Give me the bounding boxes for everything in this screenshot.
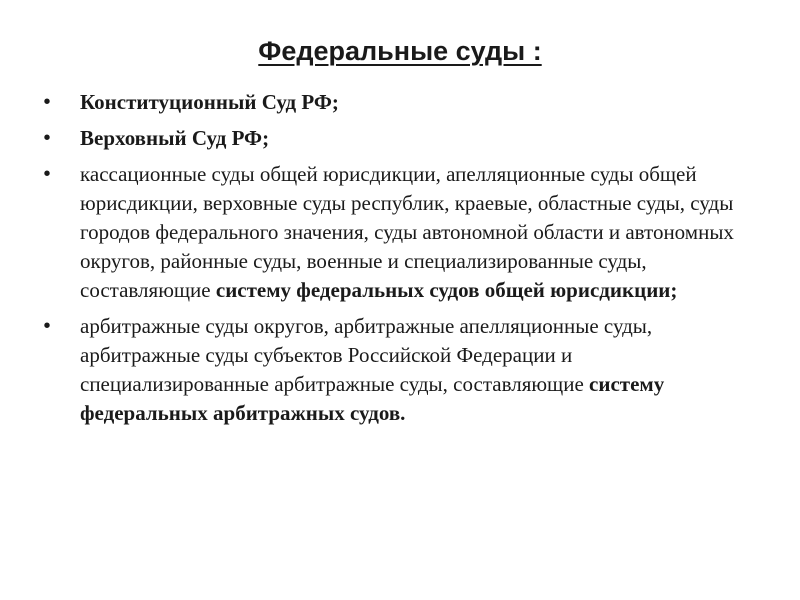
list-item-emphasis: систему федеральных арбитражных судов. <box>80 372 665 425</box>
bullet-icon: • <box>43 163 51 185</box>
list-item-general-jurisdiction-courts <box>36 160 766 305</box>
bullet-list <box>36 88 766 435</box>
list-item-supreme-court <box>36 124 766 153</box>
list-item-text: арбитражные суды округов, арбитражные апелляционные суды, арбитражные суды субъектов Российской Федерации и специализированные арбитражные суды, составляющие <box>80 314 653 396</box>
list-item-text: Верховный Суд РФ; <box>80 126 270 150</box>
list-item-emphasis: систему федеральных судов общей юрисдикции; <box>215 278 678 302</box>
list-item-arbitration-courts <box>36 312 766 428</box>
bullet-icon: • <box>43 315 51 337</box>
list-item-text: Конституционный Суд РФ; <box>80 90 339 114</box>
bullet-icon: • <box>43 127 51 149</box>
bullet-icon: • <box>43 91 51 113</box>
list-item-text: кассационные суды общей юрисдикции, апелляционные суды общей юрисдикции, верховные суды республик, краевые, областные суды, суды городов федерального значения, суды автономной области и автономных округов, районные суды, военные и специализированные суды, составляющие <box>80 162 734 302</box>
slide-title: Федеральные суды : <box>258 36 542 66</box>
list-item-constitutional-court <box>36 88 766 117</box>
